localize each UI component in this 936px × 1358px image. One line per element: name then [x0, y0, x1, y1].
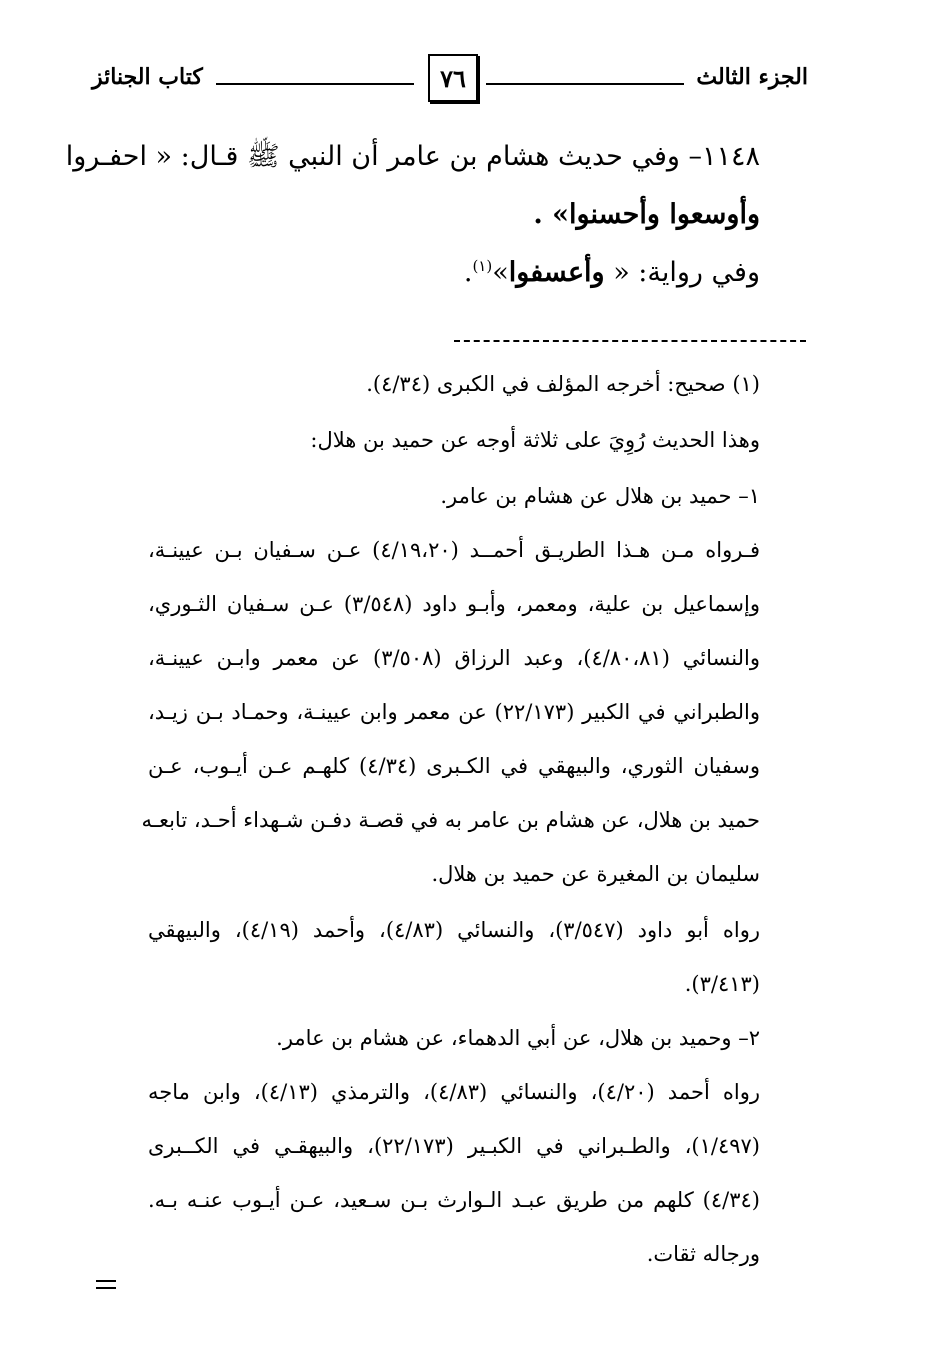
footnote-line: (١/٤٩٧)، والطـبراني في الكبـير (٢٢/١٧٣)، والبيهقـي في الكــبرى [148, 1134, 760, 1158]
footnote-line: (١) صحيح: أخرجه المؤلف في الكبرى (٤/٣٤). [366, 372, 760, 396]
footnote-line: حميد بن هلال، عن هشام بن عامر به في قصـة دفـن شـهداء أحـد، تابعـه [141, 808, 760, 832]
footnote-line: رواه أحمد (٤/٢٠)، والنسائي (٤/٨٣)، والترمذي (٤/١٣)، وابن ماجه [148, 1080, 760, 1104]
footnote-line: رواه أبو داود (٣/٥٤٧)، والنسائي (٤/٨٣)، وأحمد (٤/١٩)، والبيهقي [148, 918, 760, 942]
footnote-separator [454, 340, 806, 342]
footnote-line: والطبراني في الكبير (٢٢/١٧٣) عن معمر وابن عيينـة، وحمـاد بـن زيـد، [148, 700, 760, 724]
footnote-line: ١– حميد بن هلال عن هشام بن عامر. [440, 484, 760, 508]
header-book-title: كتاب الجنائز [92, 64, 203, 90]
riwaya-prefix: وفي رواية: « [604, 257, 760, 288]
page-number: ٧٦ [440, 63, 466, 93]
header-part: الجزء الثالث [696, 64, 808, 90]
running-header [92, 52, 808, 110]
riwaya-close: » [492, 257, 509, 288]
footnote-line: (٣/٤١٣). [684, 972, 760, 996]
footnote-line: سليمان بن المغيرة عن حميد بن هلال. [431, 862, 760, 886]
footnote-ref: (١) [472, 257, 493, 275]
footnote-line: وسفيان الثوري، والبيهقي في الكـبرى (٤/٣٤) كلهـم عـن أيـوب، عـن [148, 754, 760, 778]
header-rule-right [486, 83, 684, 85]
footnote-line: ٢– وحميد بن هلال، عن أبي الدهماء، عن هشام بن عامر. [276, 1026, 760, 1050]
riwaya-word: وأعسفوا [508, 257, 605, 288]
footnote-line: (٤/٣٤) كلهم من طريق عبـد الـوارث بـن سـعيد، عـن أيـوب عنـه بـه. [148, 1188, 760, 1212]
hadith-line-1: ١١٤٨– وفي حديث هشام بن عامر أن النبي ﷺ قـال: « احفـروا [65, 141, 760, 172]
footnote-line: وهذا الحديث رُوِيَ على ثلاثة أوجه عن حميد بن هلال: [310, 428, 760, 452]
riwaya-end: . [463, 257, 473, 288]
hadith-line-2: وأوسعوا وأحسنوا» . [533, 199, 760, 230]
footnote-line: ورجاله ثقات. [646, 1242, 760, 1266]
header-rule-left [216, 83, 414, 85]
footnote-line: فـرواه مـن هـذا الطريـق أحمــد (٤/١٩،٢٠) عـن سـفيان بـن عيينـة، [148, 538, 760, 562]
footnote-line: وإسماعيل بن علية، ومعمر، وأبـو داود (٣/٥٤٨) عـن سـفيان الثـوري، [148, 592, 760, 616]
continuation-mark [96, 1280, 116, 1294]
footnote-line: والنسائي (٤/٨٠،٨١)، وعبد الرزاق (٣/٥٠٨) عن معمر وابـن عيينـة، [148, 646, 760, 670]
page-number-box [428, 54, 478, 102]
hadith-line-3 [464, 244, 760, 302]
